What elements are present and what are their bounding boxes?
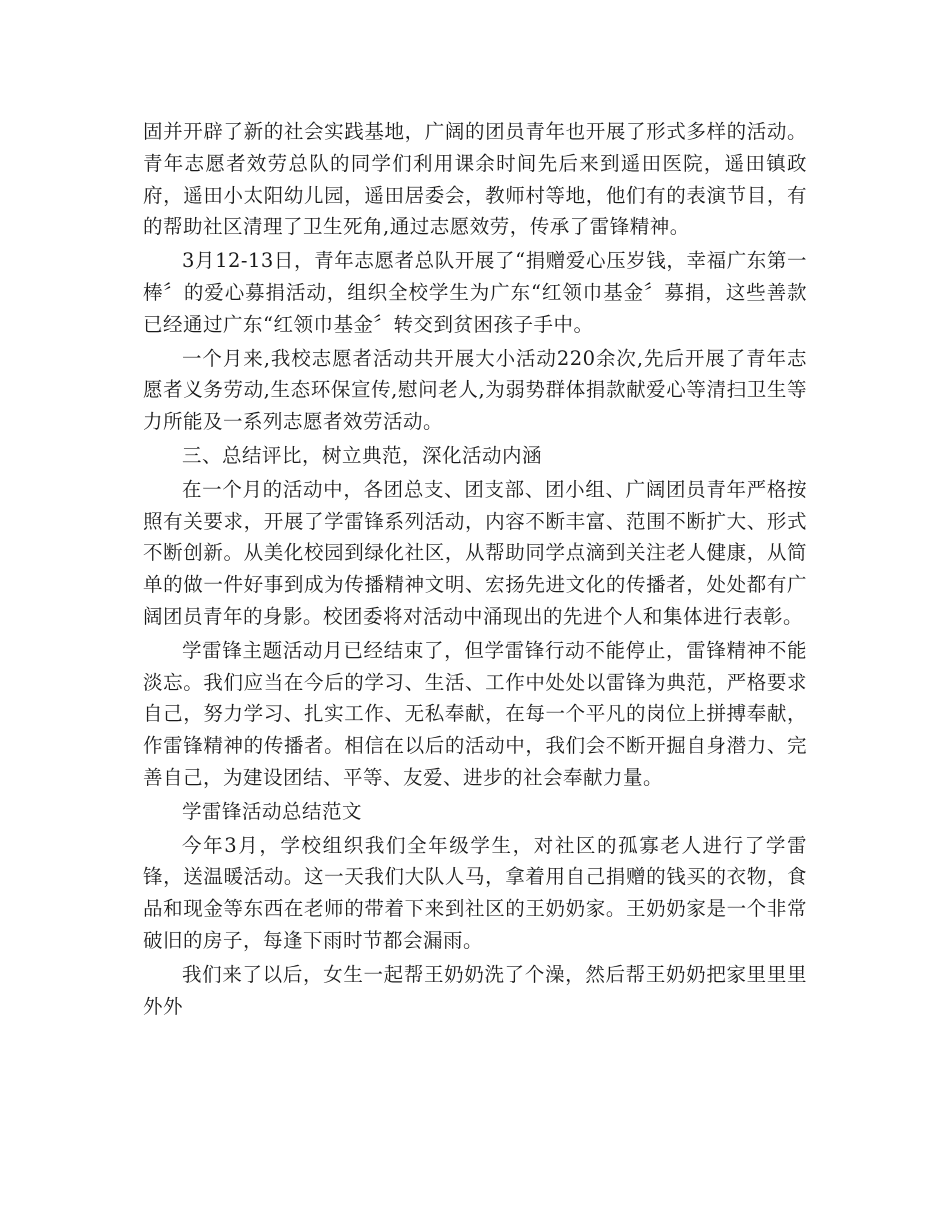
document-body (143, 116, 807, 1024)
paragraph-7: 我们来了以后，女生一起帮王奶奶洗了个澡，然后帮王奶奶把家里里里外外 (143, 962, 807, 1018)
paragraph-6: 今年3月，学校组织我们全年级学生，对社区的孤寡老人进行了学雷锋，送温暖活动。这一天我们大队人马，拿着用自己捐赠的钱买的衣物，食品和现金等东西在老师的带着下来到社区的王奶奶家。王奶奶家是一个非常破旧的房子，每逢下雨时节都会漏雨。 (143, 833, 807, 952)
section-heading-3: 三、总结评比，树立典范，深化活动内涵 (182, 443, 543, 467)
paragraph-3: 一个月来,我校志愿者活动共开展大小活动220余次,先后开展了青年志愿者义务劳动,生态环保宣传,慰问老人,为弱势群体捐款献爱心等清扫卫生等力所能及一系列志愿者效劳活动。 (143, 346, 807, 434)
paragraph-1: 固并开辟了新的社会实践基地，广阔的团员青年也开展了形式多样的活动。青年志愿者效劳总队的同学们利用课余时间先后来到遥田医院，遥田镇政府，遥田小太阳幼儿园，遥田居委会，教师村等地，他们有的表演节目，有的帮助社区清理了卫生死角,通过志愿效劳，传承了雷锋精神。 (143, 120, 807, 239)
paragraph-5: 学雷锋主题活动月已经结束了，但学雷锋行动不能停止，雷锋精神不能淡忘。我们应当在今后的学习、生活、工作中处处以雷锋为典范，严格要求自己，努力学习、扎实工作、无私奉献，在每一个平凡的岗位上拼搏奉献，作雷锋精神的传播者。相信在以后的活动中，我们会不断开掘自身潜力、完善自己，为建设团结、平等、友爱、进步的社会奉献力量。 (143, 638, 807, 789)
article-title: 学雷锋活动总结范文 (182, 799, 363, 823)
paragraph-4: 在一个月的活动中，各团总支、团支部、团小组、广阔团员青年严格按照有关要求，开展了学雷锋系列活动，内容不断丰富、范围不断扩大、形式不断创新。从美化校园到绿化社区，从帮助同学点滴到关注老人健康，从简单的做一件好事到成为传播精神文明、宏扬先进文化的传播者，处处都有广阔团员青年的身影。校团委将对活动中涌现出的先进个人和集体进行表彰。 (143, 477, 807, 628)
paragraph-2: 3月12-13日，青年志愿者总队开展了“捐赠爱心压岁钱，幸福广东第一棒〞的爱心募捐活动，组织全校学生为广东“红领巾基金〞募捐，这些善款已经通过广东“红领巾基金〞转交到贫困孩子手中。 (143, 249, 807, 336)
